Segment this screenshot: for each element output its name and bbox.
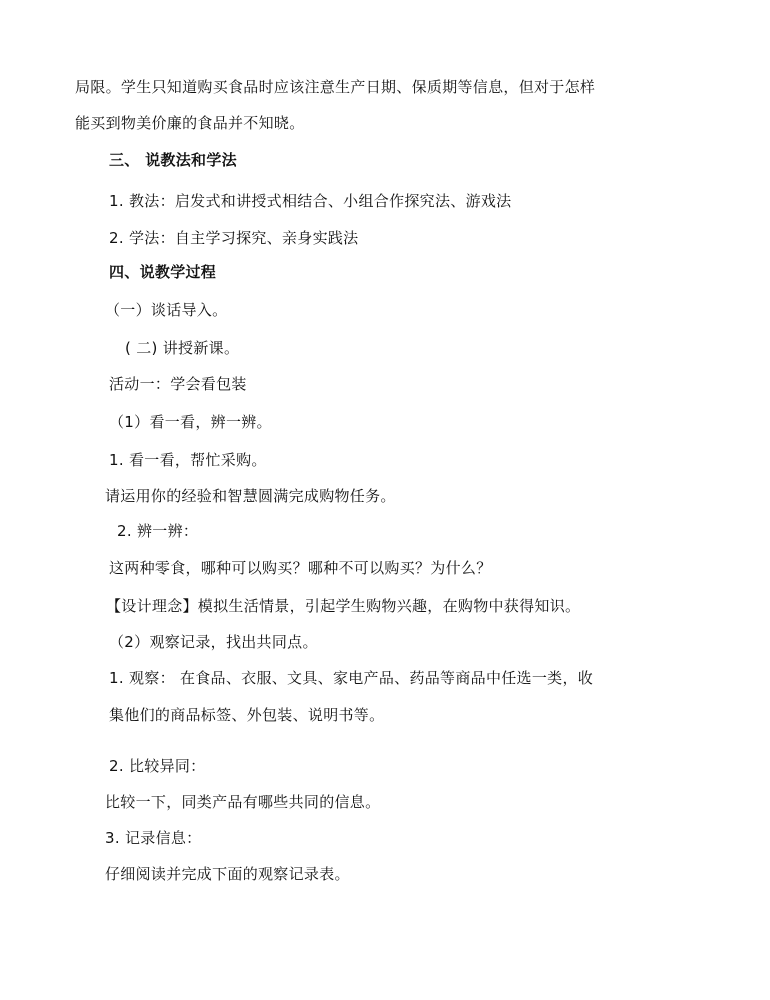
list-item: 1. 观察： 在食品、衣服、文具、家电产品、药品等商品中任选一类，收 <box>109 669 594 687</box>
list-item: 1. 看一看，帮忙采购。 <box>109 451 267 469</box>
paragraph-line: 集他们的商品标签、外包装、说明书等。 <box>109 706 385 724</box>
activity-heading: 活动一：学会看包装 <box>109 375 247 393</box>
paragraph-line: 局限。学生只知道购买食品时应该注意生产日期、保质期等信息，但对于怎样 <box>75 78 596 96</box>
list-item: 2. 学法：自主学习探究、亲身实践法 <box>109 229 359 247</box>
paragraph-line: 请运用你的经验和智慧圆满完成购物任务。 <box>105 487 396 505</box>
section-heading: 四、说教学过程 <box>109 263 217 281</box>
list-item: 2. 辨一辨： <box>117 522 199 540</box>
paragraph-line: 比较一下，同类产品有哪些共同的信息。 <box>105 793 381 811</box>
list-item: 1. 教法：启发式和讲授式相结合、小组合作探究法、游戏法 <box>109 192 512 210</box>
list-item: 3. 记录信息： <box>105 829 202 847</box>
paragraph-line: 能买到物美价廉的食品并不知晓。 <box>75 114 305 132</box>
list-item: 2. 比较异同： <box>109 757 206 775</box>
design-note: 【设计理念】模拟生活情景，引起学生购物兴趣，在购物中获得知识。 <box>106 597 581 615</box>
section-heading: 三、 说教法和学法 <box>109 151 237 169</box>
step-heading: （1）看一看，辨一辨。 <box>109 413 272 431</box>
subsection-heading: ( 二) 讲授新课。 <box>125 339 240 357</box>
paragraph-line: 仔细阅读并完成下面的观察记录表。 <box>105 865 350 883</box>
subsection-heading: （一）谈话导入。 <box>105 301 228 319</box>
paragraph-line: 这两种零食，哪种可以购买？哪种不可以购买？为什么？ <box>109 559 492 577</box>
step-heading: （2）观察记录，找出共同点。 <box>109 633 318 651</box>
